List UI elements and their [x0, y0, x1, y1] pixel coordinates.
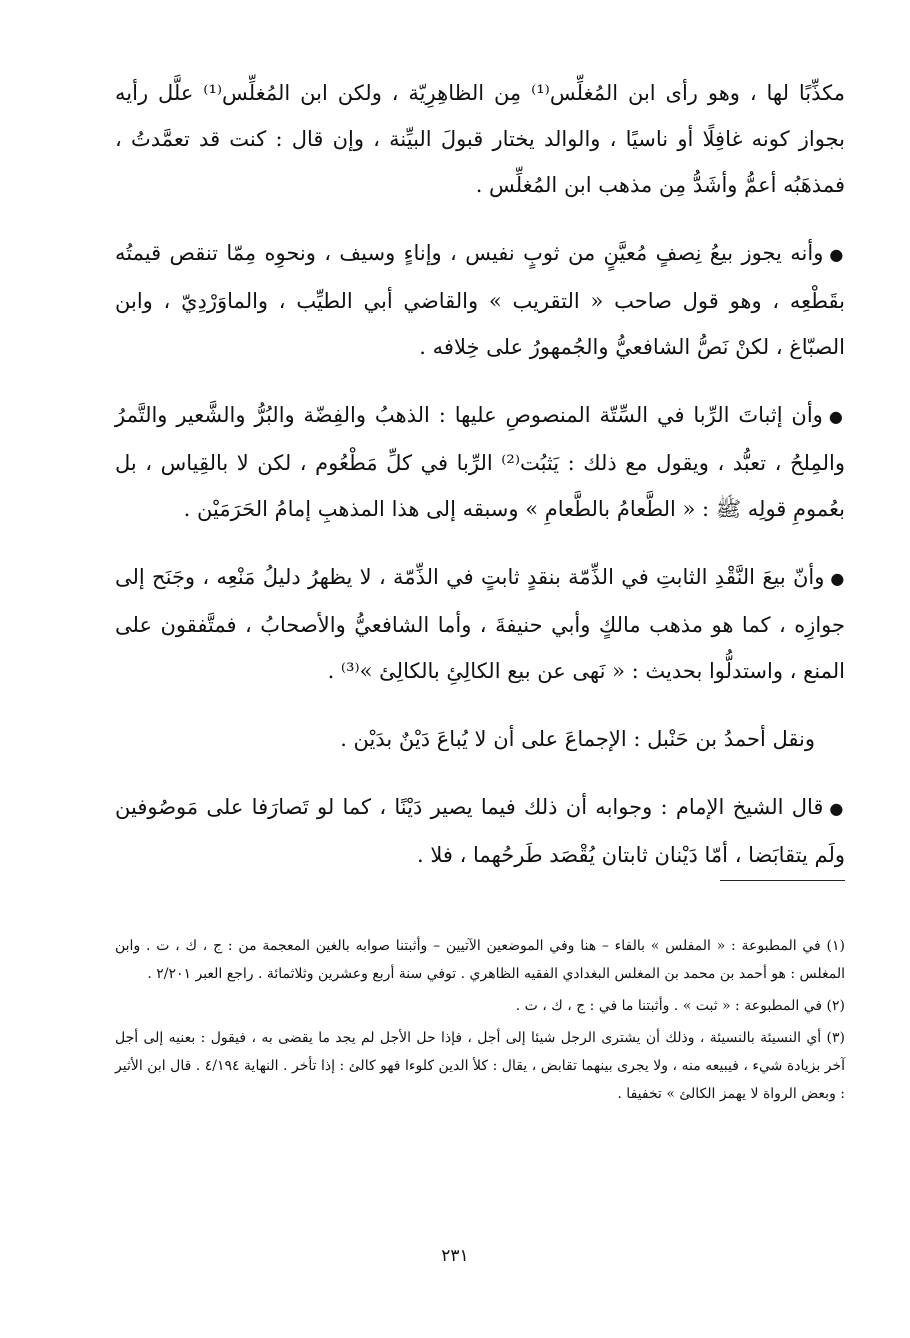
bullet-icon: ● — [830, 569, 846, 588]
footnote-2: (٢) في المطبوعة : « ثبت » . وأثبتنا ما في : ج ، ك ، ت . — [515, 998, 845, 1014]
paragraph-text: وأنه يجوز بيعُ نِصفٍ مُعيَّنٍ من ثوبٍ نفيس ، وإناءٍ وسيف ، ونحوِه مِمّا تنقص قيمتُه بقَطْعِه ، وهو قول صاحب « التقريب » والقاضي أبي الطيِّب ، والماوَرْدِيّ ، وابن الصبّاغ ، لكنْ نَصُّ الشافعيُّ والجُمهورُ على خِلافه . — [115, 241, 845, 359]
footnote-separator — [720, 880, 845, 881]
paragraph-text: وأن إثباتَ الرِّبا في السِّتّة المنصوصِ عليها : الذهبُ والفِضّة والبُرُّ والشَّعير والتَّمرُ والمِلحُ ، تعبُّد ، ويقول مع ذلك : يَثبُت⁽²⁾ الرِّبا في كلِّ مَطْعُوم ، لكن لا بالقِياس ، بل بعُمومِ قولِه ﷺ : « الطَّعامُ بالطَّعامِ » وسبقه إلى هذا المذهبِ إمامُ الحَرَمَيْن . — [115, 403, 845, 521]
paragraph-text: وأنّ بيعَ النَّقْدِ الثابتِ في الذِّمّة بنقدٍ ثابتٍ في الذِّمّة ، لا يظهرُ دليلُ مَنْعِه ، وجَنَح إلى جوازِه ، كما هو مذهب مالكٍ وأبي حنيفةَ ، وأما الشافعيُّ والأصحابُ ، فمتَّفقون على المنع ، واستدلُّوا بحديث : « نَهى عن بيع الكالِئِ بالكالِئ »⁽³⁾ . — [115, 565, 845, 683]
paragraph-text: قال الشيخ الإمام : وجوابه أن ذلك فيما يصير دَيْنًا ، كما لو تَصارَفا على مَوصُوفين ولَم يتقابَضا ، أمّا دَيْنان ثابتان يُقْصَد طَرحُهما ، فلا . — [115, 795, 845, 867]
paragraph-4 — [115, 554, 845, 694]
bullet-icon: ● — [829, 245, 845, 264]
paragraph-1 — [115, 70, 845, 208]
paragraph-3 — [115, 392, 845, 532]
paragraph-5 — [115, 716, 845, 762]
paragraph-text: ونقل أحمدُ بن حَنْبل : الإجماعَ على أن لا يُباعَ دَيْنٌ بدَيْن . — [340, 727, 815, 751]
footnote-1: (١) في المطبوعة : « المفلس » بالفاء – هنا وفي الموضعين الآتيين – وأثبتنا صوابه بالغين المعجمة من : ج ، ك ، ت . وابن المغلس : هو أحمد بن محمد بن المغلس البغدادي الفقيه الظاهري . توفي سنة أربع وعشرين وثلاثمائة . راجع العبر ٢/٢٠١ . — [115, 938, 845, 982]
paragraph-6 — [115, 784, 845, 878]
paragraph-2 — [115, 230, 845, 370]
bullet-icon: ● — [828, 407, 845, 426]
paragraph-text: مكذِّبًا لها ، وهو رأى ابن المُغلِّس⁽¹⁾ مِن الظاهِرِيّة ، ولكن ابن المُغلِّس⁽¹⁾ علَّل رأيه بجواز كونه غافِلًا أو ناسيًا ، والوالد يختار قبولَ البيِّنة ، وإن قال : كنت قد تعمَّدتُ ، فمذهَبُه أعمُّ وأشَدُّ مِن مذهب ابن المُغلِّس . — [115, 81, 845, 197]
footnotes — [115, 932, 845, 1112]
bullet-icon: ● — [829, 799, 845, 818]
page-number: ٢٣١ — [441, 1246, 469, 1266]
main-text — [115, 70, 845, 900]
footnote-3: (٣) أي النسيئة بالنسيئة ، وذلك أن يشترى الرجل شيئا إلى أجل ، فإذا حل الأجل لم يجد ما يقضى به ، فيقول : بعنيه إلى أجل آخر بزيادة شيء ، فيبيعه منه ، ولا يجرى بينهما تقابض ، يقال : كلأ الدين كلوءا فهو كالئ : إذا تأخر . النهاية ٤/١٩٤ . قال ابن الأثير : وبعض الرواة لا يهمز الكالئ » تخفيفا . — [115, 1030, 846, 1102]
